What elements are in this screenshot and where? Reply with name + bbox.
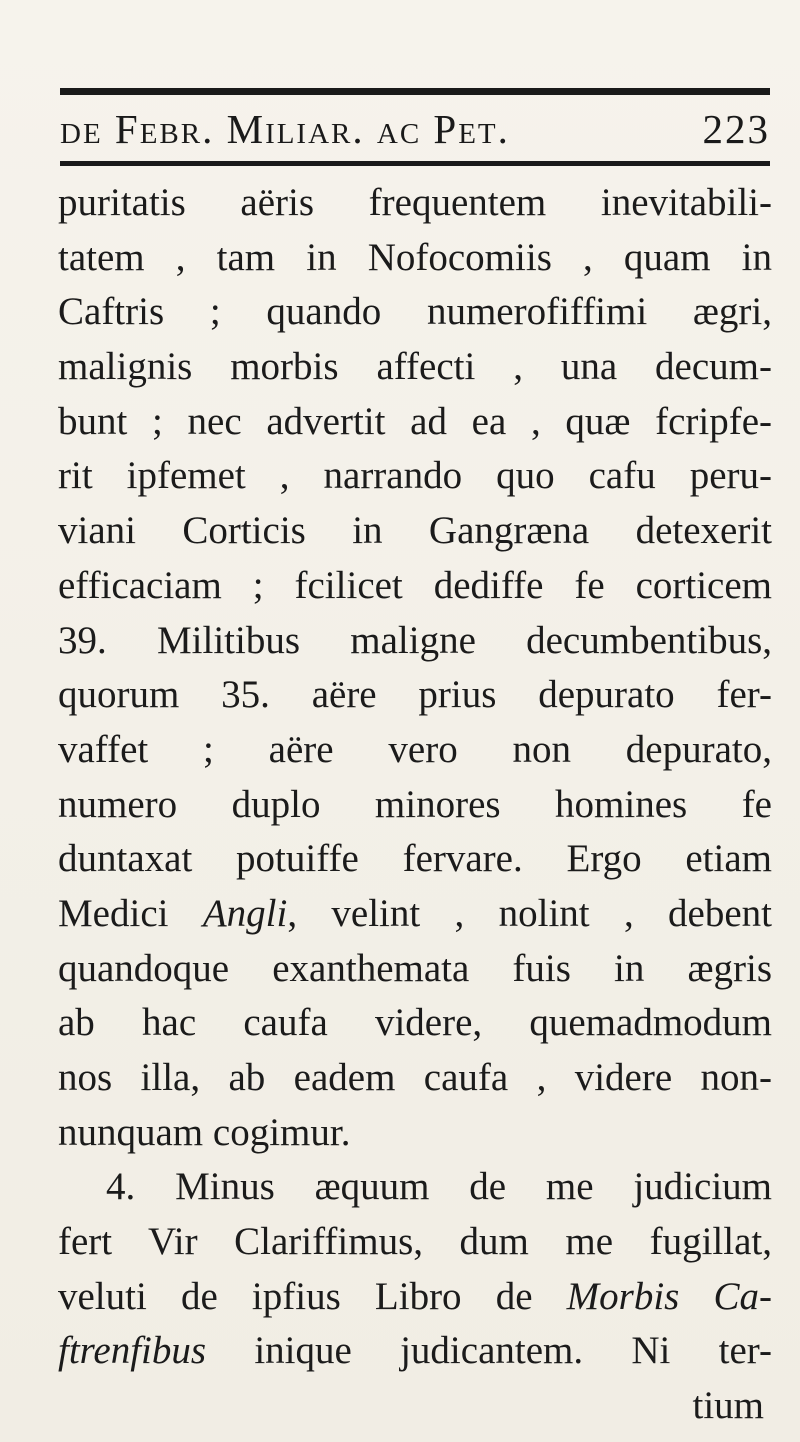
text-line: efficaciam ; fcilicet dediffe fe corticem <box>58 563 772 607</box>
text-line: bunt ; nec advertit ad ea , quæ fcripfe- <box>58 399 772 443</box>
text-line: malignis morbis affecti , una decum- <box>58 345 772 389</box>
catchword: tium <box>692 1384 764 1428</box>
text-line: viani Corticis in Gangræna detexerit <box>58 509 772 553</box>
text-line: vaffet ; aëre vero non depurato, <box>58 727 772 771</box>
text-line: quorum 35. aëre prius depurato fer- <box>58 673 772 717</box>
text-line: 39. Militibus maligne decumbentibus, <box>58 618 772 662</box>
text-line: puritatis aëris frequentem inevitabili- <box>58 181 772 224</box>
text-line: ftrenfibus inique judicantem. Ni ter- <box>58 1329 772 1373</box>
text-line: rit ipfemet , narrando quo cafu peru- <box>58 454 772 498</box>
text-line: quandoque exanthemata fuis in ægris <box>58 946 772 990</box>
header-bottom-rule <box>60 161 770 166</box>
italic-word-angli: Angli <box>202 891 288 935</box>
italic-title-morbis: Morbis Ca- <box>566 1274 772 1318</box>
text-line: ab hac caufa videre, quemadmodum <box>58 1001 772 1045</box>
text-line: veluti de ipfius Libro de Morbis Ca- <box>58 1274 772 1318</box>
text-line: nos illa, ab eadem caufa , videre non- <box>58 1056 772 1099</box>
text-line: fert Vir Clariffimus, dum me fugillat, <box>58 1220 772 1264</box>
text-line: Medici Angli, velint , nolint , debent <box>58 891 773 935</box>
page-number: 223 <box>702 106 770 152</box>
header-top-rule <box>60 88 770 95</box>
running-header <box>60 98 770 160</box>
text-line: Caftris ; quando numerofiffimi ægri, <box>58 290 772 334</box>
text-line-paragraph-start: 4. Minus æquum de me judicium <box>106 1165 772 1209</box>
text-line: nunquam cogimur. <box>58 1110 351 1154</box>
body-text <box>58 176 772 1434</box>
running-title: de Febr. Miliar. ac Pet. <box>60 106 510 152</box>
italic-title-castrensibus: ftrenfibus <box>58 1329 207 1373</box>
text-line: tatem , tam in Nofocomiis , quam in <box>58 235 772 279</box>
text-line: duntaxat potuiffe fervare. Ergo etiam <box>58 837 772 881</box>
text-line: numero duplo minores homines fe <box>58 782 772 826</box>
